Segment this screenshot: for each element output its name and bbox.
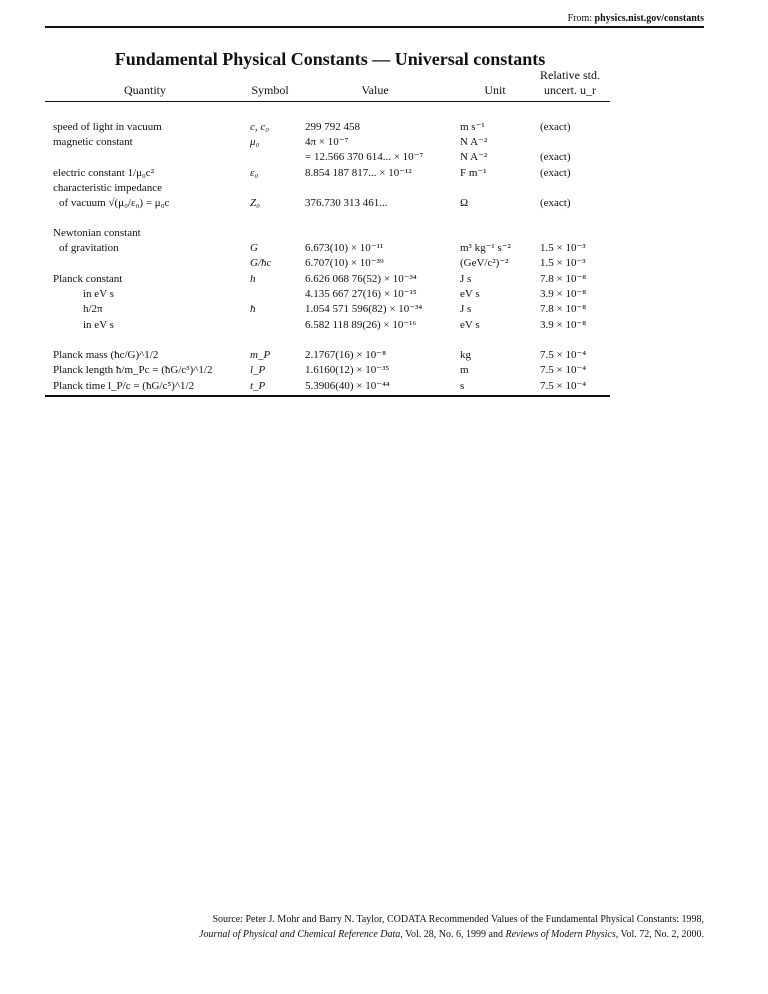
symbol-cell: t_P (250, 380, 266, 392)
header-rule (45, 101, 610, 102)
uncert-cell: 3.9 × 10⁻⁸ (540, 288, 587, 300)
symbol-cell: G/ħc (250, 257, 272, 269)
unit-cell: (GeV/c²)⁻² (460, 257, 509, 269)
bottom-rule (45, 395, 610, 397)
quantity-cell: magnetic constant (53, 136, 133, 148)
quantity-cell: of vacuum √(μ₀/ε₀) = μ₀c (59, 197, 170, 209)
value-cell: 6.707(10) × 10⁻³⁹ (305, 257, 384, 269)
uncert-cell: 7.5 × 10⁻⁴ (540, 380, 587, 392)
unit-cell: m s⁻¹ (460, 121, 485, 133)
journal-name-1: Journal of Physical and Chemical Reference Data (199, 929, 401, 940)
uncert-cell: 7.5 × 10⁻⁴ (540, 349, 587, 361)
unit-cell: eV s (460, 288, 480, 300)
value-cell: 4.135 667 27(16) × 10⁻¹⁵ (305, 288, 417, 300)
value-cell: 1.6160(12) × 10⁻³⁵ (305, 364, 390, 376)
symbol-cell: c, c₀ (250, 121, 270, 133)
quantity-cell: Planck mass (ħc/G)^1/2 (53, 349, 159, 361)
column-header-uncert-line2: uncert. u_r (544, 83, 596, 97)
citation-line2 (24, 927, 704, 942)
unit-cell: m³ kg⁻¹ s⁻² (460, 242, 511, 254)
quantity-cell: of gravitation (59, 242, 119, 254)
source-header (568, 13, 704, 25)
unit-cell: N A⁻² (460, 136, 488, 148)
symbol-cell: μ₀ (250, 136, 260, 148)
journal-name-2: Reviews of Modern Physics (505, 929, 616, 940)
symbol-cell: G (250, 242, 258, 254)
value-cell: 2.1767(16) × 10⁻⁸ (305, 349, 386, 361)
unit-cell: F m⁻¹ (460, 167, 487, 179)
citation-end: , Vol. 72, No. 2, 2000. (615, 929, 704, 940)
unit-cell: J s (460, 303, 472, 315)
uncert-cell: 1.5 × 10⁻³ (540, 257, 586, 269)
source-url[interactable]: physics.nist.gov/constants (594, 13, 704, 24)
uncert-cell: 7.8 × 10⁻⁸ (540, 303, 587, 315)
quantity-cell: in eV s (83, 319, 114, 331)
uncert-cell: (exact) (540, 197, 571, 209)
page-title: Fundamental Physical Constants — Universal constants (114, 49, 546, 69)
symbol-cell: ħ (250, 303, 256, 315)
quantity-cell: Planck length ħ/m_Pc = (ħG/c³)^1/2 (53, 364, 213, 376)
unit-cell: Ω (460, 197, 469, 209)
unit-cell: eV s (460, 319, 480, 331)
quantity-cell: Newtonian constant (53, 227, 141, 239)
uncert-cell: 7.5 × 10⁻⁴ (540, 364, 587, 376)
value-cell: 8.854 187 817... × 10⁻¹² (305, 167, 412, 179)
top-rule (45, 26, 704, 28)
value-cell: = 12.566 370 614... × 10⁻⁷ (305, 151, 424, 163)
column-header-symbol: Symbol (251, 83, 289, 97)
symbol-cell: l_P (250, 364, 266, 376)
unit-cell: J s (460, 273, 472, 285)
from-label: From: (567, 13, 593, 24)
quantity-cell: Planck constant (53, 273, 123, 285)
uncert-cell: (exact) (540, 151, 571, 163)
value-cell: 5.3906(40) × 10⁻⁴⁴ (305, 380, 390, 392)
value-cell: 6.673(10) × 10⁻¹¹ (305, 242, 384, 254)
value-cell: 6.582 118 89(26) × 10⁻¹⁶ (305, 319, 417, 331)
value-cell: 4π × 10⁻⁷ (305, 136, 349, 148)
uncert-cell: 3.9 × 10⁻⁸ (540, 319, 587, 331)
uncert-cell: 7.8 × 10⁻⁸ (540, 273, 587, 285)
column-header-quantity: Quantity (124, 83, 166, 97)
quantity-cell: characteristic impedance (53, 182, 163, 194)
citation-line1: Source: Peter J. Mohr and Barry N. Taylor, CODATA Recommended Values of the Fundamental Physical Constants: 1998, (212, 914, 704, 925)
quantity-cell: electric constant 1/μ₀c² (53, 167, 154, 179)
uncert-cell: (exact) (540, 121, 571, 133)
value-cell: 299 792 458 (305, 121, 360, 133)
unit-cell: s (460, 380, 465, 392)
symbol-cell: m_P (250, 349, 271, 361)
quantity-cell: Planck time l_P/c = (ħG/c⁵)^1/2 (53, 380, 195, 392)
unit-cell: kg (460, 349, 471, 361)
symbol-cell: Z₀ (250, 197, 260, 209)
uncert-cell: (exact) (540, 167, 571, 179)
column-header-value: Value (361, 83, 389, 97)
value-cell: 376.730 313 461... (305, 197, 388, 209)
symbol-cell: h (250, 273, 256, 285)
source-citation (24, 912, 704, 942)
symbol-cell: ε₀ (250, 167, 259, 179)
quantity-cell: speed of light in vacuum (53, 121, 162, 133)
quantity-cell: in eV s (83, 288, 114, 300)
value-cell: 1.054 571 596(82) × 10⁻³⁴ (305, 303, 423, 315)
column-header-uncert-line1: Relative std. (540, 68, 600, 82)
uncert-cell: 1.5 × 10⁻³ (540, 242, 586, 254)
unit-cell: m (460, 364, 469, 376)
quantity-cell: h/2π (83, 303, 103, 315)
unit-cell: N A⁻² (460, 151, 488, 163)
column-header-unit: Unit (484, 83, 506, 97)
value-cell: 6.626 068 76(52) × 10⁻³⁴ (305, 273, 417, 285)
citation-mid: , Vol. 28, No. 6, 1999 and (400, 929, 506, 940)
